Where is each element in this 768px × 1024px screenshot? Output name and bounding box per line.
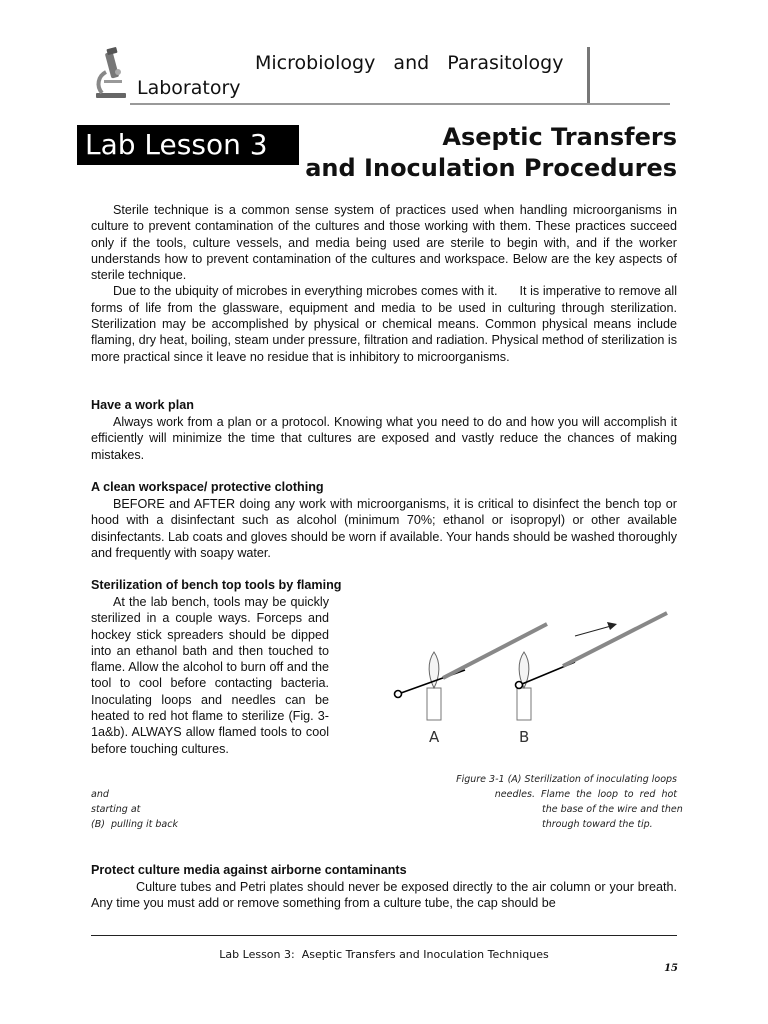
figure-caption [542, 802, 682, 832]
section-text [91, 496, 677, 561]
footer-text: Lab Lesson 3: Aseptic Transfers and Inoculation Techniques [219, 948, 549, 961]
caption-line: and [91, 789, 109, 800]
header-subtitle: Laboratory [137, 77, 241, 99]
microscope-icon [94, 46, 130, 100]
section-text [91, 879, 677, 912]
figure-label-a: A [429, 728, 440, 746]
header-vertical-rule [587, 47, 590, 104]
footer-rule [91, 935, 677, 936]
page-number: 15 [664, 963, 678, 974]
figure-loop-sterilization [385, 600, 675, 750]
caption-line: the base of the wire and then [542, 804, 683, 815]
caption-line: through toward the tip. [542, 819, 653, 830]
lesson-title [305, 122, 677, 184]
section-heading: A clean workspace/ protective clothing [91, 480, 324, 494]
lesson-badge: Lab Lesson 3 [77, 125, 299, 165]
section-paragraph: Always work from a plan or a protocol. Knowing what you need to do and how you will accomplish it efficiently will minimize the time that cultures are exposed and vastly reduce the chances of making mistakes. [91, 415, 677, 462]
caption-line: Figure 3-1 (A) Sterilization of inoculating loops [456, 774, 677, 785]
section-paragraph: BEFORE and AFTER doing any work with microorganisms, it is critical to disinfect the bench top or hood with a disinfectant such as alcohol (minimum 70%; ethanol or isopropyl) or other available disinfectants. Lab coats and gloves should be worn if available. Your hands should be washed thoroughly and frequently with soapy water. [91, 497, 677, 560]
intro-text [91, 202, 691, 365]
section-paragraph: At the lab bench, tools may be quickly sterilized in a couple ways. Forceps and hockey stick spreaders should be dipped into an ethanol bath and then touched to flame. Allow the alcohol to burn off and the tool to cool before contacting bacteria. Inoculating loops and needles can be heated to red hot flame to sterilize (Fig. 3-1a&b). ALWAYS allow flamed tools to cool before touching cultures. [91, 595, 329, 756]
caption-line: starting at [91, 804, 141, 815]
section-text [91, 594, 329, 757]
section-heading: Protect culture media against airborne contaminants [91, 863, 407, 877]
section-heading: Sterilization of bench top tools by flaming [91, 578, 342, 592]
section-paragraph: Culture tubes and Petri plates should never be exposed directly to the air column or your breath. Any time you must add or remove something from a culture tube, the cap should be [91, 880, 677, 911]
figure-caption [455, 772, 677, 802]
lesson-title-line1: Aseptic Transfers [442, 123, 677, 151]
intro-paragraph: Due to the ubiquity of microbes in everything microbes comes with it. It is imperative to remove all forms of life from the glassware, equipment and media to be used in culturing through sterilization. Sterilization may be accomplished by physical or chemical means. Common physical means include flaming, dry heat, boiling, steam under pressure, filtration and radiation. Physical method of sterilization is more practical since it leave no residue that is inhibitory to microorganisms. [91, 284, 691, 364]
header-title: Microbiology and Parasitology [255, 52, 564, 74]
caption-line: (B) pulling it back [91, 819, 178, 830]
figure-label-b: B [519, 728, 530, 746]
figure-caption-left [91, 787, 178, 832]
lesson-title-line2: and Inoculation Procedures [305, 154, 677, 182]
section-text [91, 414, 677, 463]
section-heading: Have a work plan [91, 398, 194, 412]
caption-line: needles. Flame the loop to red hot [494, 789, 677, 800]
header-horizontal-rule [130, 103, 670, 105]
intro-paragraph: Sterile technique is a common sense system of practices used when handling microorganisms in culture to prevent contamination of the cultures and those working with them. These practices succeed only if the tools, culture vessels, and media being used are sterile to begin with, and if the worker understands how to prevent contamination of the cultures and workspace. Below are the key aspects of sterile technique. [91, 203, 677, 283]
